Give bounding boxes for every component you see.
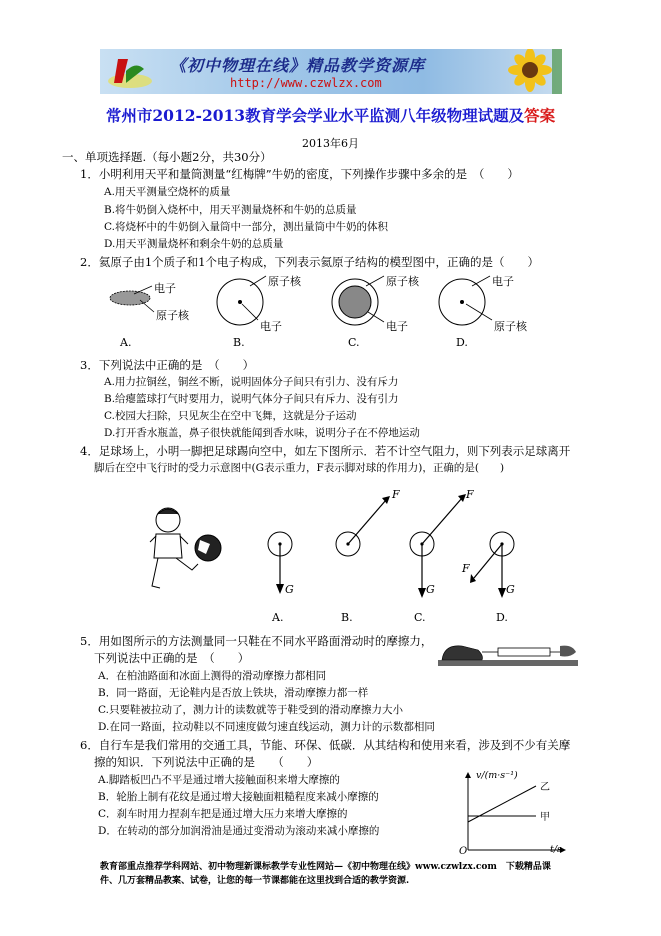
q2-b-nucleus-label: 原子核 [268,275,301,288]
section-heading: 一、单项选择题.（每小题2分，共30分） [62,150,272,164]
exam-date: 2013年6月 [302,137,359,150]
graph-line-yi-label: 乙 [540,782,550,793]
graph-origin-label: O [459,846,468,857]
q4-d-f-label: F [462,562,470,575]
q5-option-b: B．同一路面，无论鞋内是否放上铁块，滑动摩擦力都一样 [98,687,369,699]
q4-a-g-label: G [285,583,294,596]
q2-label-d: D. [456,336,468,349]
logo-icon [104,53,164,91]
q1-option-c: C.将烧杯中的牛奶倒入量筒中一部分，测出量筒中牛奶的体积 [104,221,388,233]
question-4-stem-2: 脚后在空中飞行时的受力示意图中(G表示重力，F表示脚对球的作用力)，正确的是( ) [94,462,505,474]
question-3-stem: 3．下列说法中正确的是 （ ） [80,358,255,372]
q4-c-g-label: G [426,583,435,596]
q2-label-c: C. [348,336,360,349]
graph-x-axis-label: t/s [550,844,562,855]
question-4-stem-1: 4．足球场上，小明一脚把足球踢向空中，如左下图所示．若不计空气阻力，则下列表示足球离开 [80,444,571,458]
sunflower-icon [500,49,562,94]
q4-c-f-label: F [466,488,474,501]
banner-title: 《初中物理在线》精品教学资源库 [170,56,426,75]
banner-url[interactable]: http://www.czwlzx.com [230,76,382,90]
q4-b-f-label: F [392,488,400,501]
q1-option-d: D.用天平测量烧杯和剩余牛奶的总质量 [104,238,284,250]
q2-label-b: B. [233,336,245,349]
q2-d-nucleus-label: 原子核 [494,320,527,333]
question-6-stem-2: 擦的知识．下列说法中正确的是 （ ） [94,755,319,769]
shoe-spring-scale-figure [438,636,578,668]
q2-d-electron-label: 电子 [492,275,514,288]
q1-option-b: B.将牛奶倒入烧杯中，用天平测量烧杯和牛奶的总质量 [104,204,357,216]
q1-option-a: A.用天平测量空烧杯的质量 [104,186,231,198]
q2-label-a: A. [120,336,132,349]
graph-y-axis-label: v/(m·s⁻¹) [476,770,518,781]
footer-line-1: 教育部重点推荐学科网站、初中物理新课标教学专业性网站—《初中物理在线》www.czwlzx.com 下载精品课 [100,862,551,872]
q4-label-c: C. [414,611,426,624]
question-1-stem: 1．小明利用天平和量筒测量“红梅牌”牛奶的密度，下列操作步骤中多余的是 （ ） [80,167,519,181]
q3-option-d: D.打开香水瓶盖，鼻子很快就能闻到香水味，说明分子在不停地运动 [104,427,420,439]
q5-option-c: C.只要鞋被拉动了，测力计的读数就等于鞋受到的滑动摩擦力大小 [98,704,403,716]
q6-option-c: C．刹车时用力捏刹车把是通过增大压力来增大摩擦的 [98,808,348,820]
page-footer [100,860,580,888]
header-banner [100,49,562,94]
q3-option-a: A.用力拉铜丝，铜丝不断，说明固体分子间只有引力、没有斥力 [104,376,399,388]
graph-line-jia-label: 甲 [540,812,550,823]
q2-c-nucleus-label: 原子核 [386,275,419,288]
q2-b-electron-label: 电子 [260,320,282,333]
q4-label-d: D. [496,611,508,624]
q3-option-c: C.校园大扫除，只见灰尘在空中飞舞，这就是分子运动 [104,410,357,422]
q3-option-b: B.给瘪篮球打气时要用力，说明气体分子间只有斥力、没有引力 [104,393,399,405]
q6-option-b: B．轮胎上制有花纹是通过增大接触面粗糙程度来减小摩擦的 [98,791,379,803]
footer-line-2: 件、几万套精品教案、试卷，让您的每一节课都能在这里找到合适的教学资源. [100,876,410,886]
football-force-figure [140,478,540,628]
q5-option-d: D.在同一路面，拉动鞋以不同速度做匀速直线运动，测力计的示数都相同 [98,721,435,733]
boy-kicking-icon [150,508,198,588]
q6-option-a: A.脚踏板凹凸不平是通过增大接触面积来增大摩擦的 [98,774,340,786]
q4-label-a: A. [272,611,284,624]
question-2-stem: 2．氦原子由1个质子和1个电子构成，下列表示氦原子结构的模型图中，正确的是（ ） [80,255,539,269]
q6-option-d: D．在转动的部分加润滑油是通过变滑动为滚动来减小摩擦的 [98,825,380,837]
q2-c-electron-label: 电子 [386,320,408,333]
question-5-stem-1: 5．用如图所示的方法测量同一只鞋在不同水平路面滑动时的摩擦力， [80,634,433,648]
q5-option-a: A．在柏油路面和冰面上测得的滑动摩擦力都相同 [98,670,327,682]
question-5-stem-2: 下列说法中正确的是 （ ） [94,651,250,665]
q2-a-electron-label: 电子 [154,282,176,295]
question-6-stem-1: 6．自行车是我们常用的交通工具，节能、环保、低碳．从其结构和使用来看，涉及到不少有关摩 [80,738,571,752]
q4-label-b: B. [341,611,353,624]
q2-a-nucleus-label: 原子核 [156,309,189,322]
page-title: 常州市2012-2013教育学会学业水平监测八年级物理试题及答案 [105,106,556,125]
q4-d-g-label: G [506,583,515,596]
